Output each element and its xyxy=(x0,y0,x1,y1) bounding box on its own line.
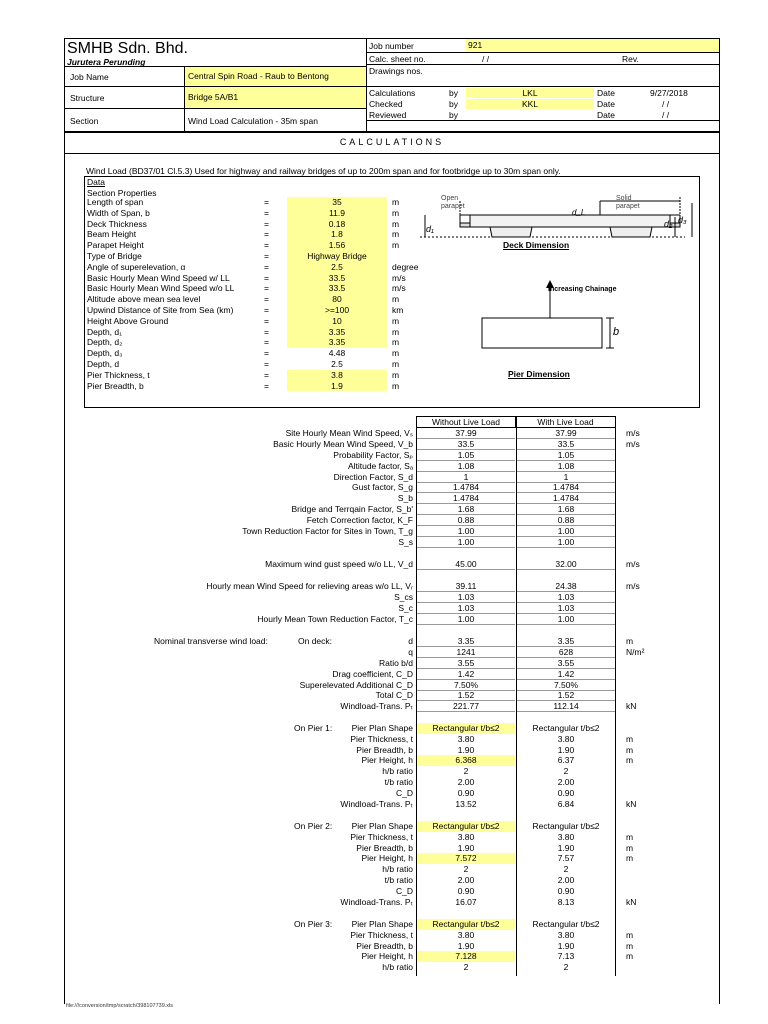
result-label: S_b xyxy=(397,493,413,503)
result-unit: m/s xyxy=(626,439,640,449)
calculations-banner: CALCULATIONS xyxy=(339,137,445,147)
checked-by-value: KKL xyxy=(466,99,594,109)
pier-row-label: h/b ratio xyxy=(382,864,413,875)
property-unit: m xyxy=(392,337,400,348)
result-with-ll: 1.08 xyxy=(517,461,615,472)
job-name-label: Job Name xyxy=(70,72,109,82)
pier-without-ll: 16.07 xyxy=(455,896,477,907)
property-unit: degree xyxy=(392,261,419,272)
property-label: Depth, d₃ xyxy=(87,348,123,359)
result-label: Hourly Mean Town Reduction Factor, T_c xyxy=(257,614,413,624)
property-unit: m xyxy=(392,348,400,359)
property-value: 11.9 xyxy=(287,208,387,219)
pier-without-ll: 2.00 xyxy=(457,777,475,787)
property-label: Parapet Height xyxy=(87,240,144,251)
result-with-ll: 1.03 xyxy=(517,592,615,603)
pier-without-ll: 0.90 xyxy=(457,885,475,896)
pier-row-label: Pier Plan Shape xyxy=(351,919,413,929)
pier-unit: m xyxy=(626,929,634,940)
pier-without-ll: 2 xyxy=(463,766,469,777)
calculations-label: Calculations xyxy=(369,88,416,98)
pier-with-ll: 8.13 xyxy=(557,896,575,907)
result-with-ll: 0.88 xyxy=(517,515,615,526)
pier-unit: m xyxy=(626,842,634,853)
property-value: 1.8 xyxy=(287,229,387,240)
pier-unit: m xyxy=(626,744,634,755)
property-label: Depth, d₁ xyxy=(87,326,123,337)
result-without-ll: 221.77 xyxy=(417,701,515,712)
property-eq: = xyxy=(264,229,269,240)
pier-unit: m xyxy=(626,853,634,864)
result-without-ll: 1.08 xyxy=(417,461,515,472)
result-with-ll: 1.42 xyxy=(517,669,615,680)
result-with-ll: 3.35 xyxy=(517,636,615,647)
property-eq: = xyxy=(264,218,269,229)
pier-name: On Pier 2: xyxy=(294,821,333,831)
header-with-live-load: With Live Load xyxy=(516,416,616,428)
property-unit: m xyxy=(392,240,400,251)
property-label: Basic Hourly Mean Wind Speed w/ LL xyxy=(87,272,230,283)
pier-without-ll: 6.368 xyxy=(417,755,515,766)
result-with-ll: 37.99 xyxy=(517,428,615,439)
property-unit: m xyxy=(392,326,400,337)
result-with-ll: 628 xyxy=(517,647,615,658)
result-with-ll: 3.55 xyxy=(517,658,615,669)
result-unit: N/m² xyxy=(626,647,645,657)
calc-by-value: LKL xyxy=(466,88,594,98)
company-name: SMHB Sdn. Bhd. xyxy=(67,40,188,57)
property-eq: = xyxy=(264,207,269,218)
property-unit: m xyxy=(392,315,400,326)
pier-row-label: Pier Height, h xyxy=(361,755,413,766)
pier-row-label: Pier Thickness, t xyxy=(350,929,413,940)
structure-value: Bridge 5A/B1 xyxy=(185,87,365,107)
result-label: S_s xyxy=(398,537,413,547)
job-number-label: Job number xyxy=(369,41,414,51)
property-unit: m/s xyxy=(392,272,406,283)
property-unit: m xyxy=(392,229,400,240)
calc-sheet-value: / / xyxy=(482,54,490,64)
result-without-ll: 1.42 xyxy=(417,669,515,680)
property-unit: m xyxy=(392,294,400,305)
result-label: Fetch Correction factor, K_F xyxy=(306,515,413,525)
pier-with-ll: Rectangular t/b≤2 xyxy=(532,821,600,831)
dl-label: d_L xyxy=(572,208,586,217)
result-label: Bridge and Terrqain Factor, S_b' xyxy=(291,504,413,514)
result-label: Site Hourly Mean Wind Speed, Vₛ xyxy=(285,428,413,438)
job-number-value: 921 xyxy=(466,39,719,51)
result-without-ll: 1.05 xyxy=(417,450,515,461)
property-value: 10 xyxy=(287,316,387,327)
result-label: Superelevated Additional C_D xyxy=(299,680,413,690)
property-eq: = xyxy=(264,369,269,380)
result-label: Ratio b/d xyxy=(378,658,413,668)
date-label-2: Date xyxy=(597,99,615,109)
property-eq: = xyxy=(264,380,269,391)
pier-row-label: t/b ratio xyxy=(384,777,413,787)
result-unit: kN xyxy=(626,701,637,711)
pier-without-ll: 13.52 xyxy=(455,798,477,809)
property-eq: = xyxy=(264,240,269,251)
result-without-ll: 1.4784 xyxy=(417,482,515,493)
property-value: 33.5 xyxy=(287,273,387,284)
pier-row-label: C_D xyxy=(395,885,413,896)
result-without-ll: 1.00 xyxy=(417,614,515,625)
property-label: Pier Breadth, b xyxy=(87,380,144,391)
result-without-ll: 1.68 xyxy=(417,504,515,515)
pier-with-ll: 2.00 xyxy=(557,875,575,885)
pier-with-ll: 2.00 xyxy=(557,777,575,787)
d2-label: d₂ xyxy=(664,219,673,229)
result-with-ll: 1.68 xyxy=(517,504,615,515)
property-label: Deck Thickness xyxy=(87,218,147,229)
property-label: Upwind Distance of Site from Sea (km) xyxy=(87,305,234,315)
result-with-ll: 24.38 xyxy=(517,581,615,592)
pier-dimension-caption: Pier Dimension xyxy=(508,369,570,379)
pier-with-ll: Rectangular t/b≤2 xyxy=(532,723,600,733)
checked-date-value: / / xyxy=(662,99,670,109)
pier-row-label: Pier Breadth, b xyxy=(356,940,413,951)
property-eq: = xyxy=(264,251,269,261)
pier-with-ll: 3.80 xyxy=(557,831,575,842)
property-value: 3.8 xyxy=(287,370,387,381)
pier-row-label: Pier Breadth, b xyxy=(356,744,413,755)
result-label: Gust factor, S_g xyxy=(352,482,413,492)
pier-row-label: Windload-Trans. Pₜ xyxy=(340,896,413,907)
result-without-ll: 0.88 xyxy=(417,515,515,526)
calc-date-value: 9/27/2018 xyxy=(650,88,688,98)
footer-path: file:///conversion/tmp/scratch/398107739.xls xyxy=(66,1003,174,1009)
pier-with-ll: Rectangular t/b≤2 xyxy=(532,919,600,929)
property-label: Altitude above mean sea level xyxy=(87,294,201,305)
result-with-ll: 1 xyxy=(517,472,615,483)
property-label: Type of Bridge xyxy=(87,251,142,261)
pier-without-ll: 2.00 xyxy=(457,875,475,885)
property-unit: m xyxy=(392,207,400,218)
pier-without-ll: 2 xyxy=(463,864,469,875)
pier-row-label: Pier Plan Shape xyxy=(351,723,413,733)
result-with-ll: 32.00 xyxy=(517,559,615,570)
pier-without-ll: 7.572 xyxy=(417,853,515,864)
pier-row-label: t/b ratio xyxy=(384,875,413,885)
property-unit: m xyxy=(392,369,400,380)
result-with-ll: 1.03 xyxy=(517,603,615,614)
pier-with-ll: 6.37 xyxy=(557,755,575,766)
result-label: Altitude factor, Sₐ xyxy=(347,461,413,471)
pier-with-ll: 7.13 xyxy=(557,951,575,962)
property-value: 80 xyxy=(287,294,387,305)
pier-with-ll: 6.84 xyxy=(557,798,575,809)
pier-without-ll: Rectangular t/b≤2 xyxy=(417,919,515,930)
property-eq: = xyxy=(264,305,269,315)
pier-without-ll: 3.80 xyxy=(457,831,475,842)
result-unit: m/s xyxy=(626,559,640,569)
property-value: 3.35 xyxy=(287,337,387,348)
company-subtitle: Jurutera Perunding xyxy=(67,57,146,67)
solid-parapet-label: Solid parapet xyxy=(616,195,640,210)
result-with-ll: 1.4784 xyxy=(517,493,615,504)
result-with-ll: 33.5 xyxy=(517,439,615,450)
result-label: S_c xyxy=(398,603,413,613)
result-without-ll: 3.35 xyxy=(417,636,515,647)
pier-without-ll: Rectangular t/b≤2 xyxy=(417,723,515,734)
reviewed-label: Reviewed xyxy=(369,110,407,120)
header-without-live-load: Without Live Load xyxy=(416,416,516,428)
result-without-ll: 1.4784 xyxy=(417,493,515,504)
property-value: 0.18 xyxy=(287,219,387,230)
property-eq: = xyxy=(264,337,269,348)
structure-label: Structure xyxy=(70,93,105,103)
result-label: q xyxy=(408,647,413,657)
result-without-ll: 39.11 xyxy=(417,581,515,592)
pier-with-ll: 0.90 xyxy=(557,787,575,798)
property-unit: m/s xyxy=(392,283,406,294)
result-without-ll: 1.03 xyxy=(417,592,515,603)
pier-row-label: h/b ratio xyxy=(382,766,413,777)
property-value: 2.5 xyxy=(331,359,343,369)
property-eq: = xyxy=(264,261,269,272)
reviewed-date-value: / / xyxy=(662,110,670,120)
drawings-label: Drawings nos. xyxy=(369,66,423,76)
result-unit: m/s xyxy=(626,581,640,591)
result-label: Town Reduction Factor for Sites in Town, T_g xyxy=(242,526,413,536)
result-label: Direction Factor, S_d xyxy=(333,472,413,482)
result-label: Maximum wind gust speed w/o LL, V_d xyxy=(265,559,413,569)
property-unit: m xyxy=(392,218,400,229)
property-label: Basic Hourly Mean Wind Speed w/o LL xyxy=(87,283,235,294)
property-value: 3.35 xyxy=(287,327,387,338)
result-without-ll: 1241 xyxy=(417,647,515,658)
result-without-ll: 1.00 xyxy=(417,537,515,548)
result-label: Windload-Trans. Pₜ xyxy=(340,701,413,711)
pier-without-ll: Rectangular t/b≤2 xyxy=(417,821,515,832)
pier-with-ll: 3.80 xyxy=(557,929,575,940)
property-value: 1.56 xyxy=(287,240,387,251)
pier-unit: kN xyxy=(626,798,637,809)
pier-with-ll: 2 xyxy=(563,962,569,973)
result-without-ll: 1.00 xyxy=(417,526,515,537)
pier-with-ll: 1.90 xyxy=(557,940,575,951)
pier-unit: m xyxy=(626,831,634,842)
pier-row-label: Pier Plan Shape xyxy=(351,821,413,831)
result-label: Basic Hourly Mean Wind Speed, V_b xyxy=(273,439,413,449)
pier-with-ll: 2 xyxy=(563,766,569,777)
result-with-ll: 1.00 xyxy=(517,614,615,625)
pier-unit: m xyxy=(626,940,634,951)
checked-label: Checked xyxy=(369,99,403,109)
d1-label: d₁ xyxy=(426,224,434,234)
result-with-ll: 112.14 xyxy=(517,701,615,712)
nominal-label: Nominal transverse wind load: xyxy=(154,636,268,646)
property-eq: = xyxy=(264,315,269,326)
result-with-ll: 1.4784 xyxy=(517,482,615,493)
property-unit: m xyxy=(392,197,400,207)
deck-dimension-caption: Deck Dimension xyxy=(503,240,570,250)
result-label: Probability Factor, Sₚ xyxy=(333,450,413,460)
pier-row-label: Pier Thickness, t xyxy=(350,831,413,842)
property-value: 1.9 xyxy=(287,381,387,392)
property-unit: m xyxy=(392,359,400,369)
pier-without-ll: 7.128 xyxy=(417,951,515,962)
rev-label: Rev. xyxy=(622,54,639,64)
pier-without-ll: 1.90 xyxy=(457,842,475,853)
result-with-ll: 1.05 xyxy=(517,450,615,461)
result-with-ll: 1.00 xyxy=(517,537,615,548)
pier-row-label: Pier Thickness, t xyxy=(350,733,413,744)
data-heading: Data xyxy=(87,177,105,187)
result-without-ll: 3.55 xyxy=(417,658,515,669)
property-value: >=100 xyxy=(287,305,387,316)
result-without-ll: 37.99 xyxy=(417,428,515,439)
pier-unit: kN xyxy=(626,896,637,907)
result-label: Hourly mean Wind Speed for relieving areas w/o LL, Vᵣ xyxy=(206,581,413,591)
pier-without-ll: 0.90 xyxy=(457,787,475,798)
result-with-ll: 1.52 xyxy=(517,690,615,701)
property-eq: = xyxy=(264,326,269,337)
by-label-3: by xyxy=(449,110,458,120)
date-label-1: Date xyxy=(597,88,615,98)
pier-with-ll: 7.57 xyxy=(557,853,575,864)
property-label: Depth, d xyxy=(87,359,120,369)
date-label-3: Date xyxy=(597,110,615,120)
pier-b-label: b xyxy=(613,326,620,338)
property-unit: km xyxy=(392,305,404,315)
pier-without-ll: 1.90 xyxy=(457,744,475,755)
property-value: 35 xyxy=(287,197,387,208)
property-value: 33.5 xyxy=(287,283,387,294)
pier-without-ll: 2 xyxy=(463,962,469,973)
by-label-2: by xyxy=(449,99,458,109)
pier-with-ll: 1.90 xyxy=(557,744,575,755)
property-label: Width of Span, b xyxy=(87,207,150,218)
property-value: Highway Bridge xyxy=(287,251,387,262)
property-eq: = xyxy=(264,359,269,369)
pier-row-label: C_D xyxy=(395,787,413,798)
property-eq: = xyxy=(264,348,269,359)
section-value: Wind Load Calculation - 35m span xyxy=(188,116,318,126)
pier-without-ll: 3.80 xyxy=(457,733,475,744)
result-unit: m xyxy=(626,636,634,646)
property-unit: m xyxy=(392,380,400,391)
property-eq: = xyxy=(264,197,269,207)
wind-load-title: Wind Load (BD37/01 Cl.5.3) Used for highway and railway bridges of up to 200m span and for footbridge up to 30m span only. xyxy=(86,166,561,176)
property-label: Beam Height xyxy=(87,229,137,240)
property-value: 2.5 xyxy=(287,262,387,273)
result-label: S_cs xyxy=(394,592,413,602)
property-eq: = xyxy=(264,294,269,305)
pier-unit: m xyxy=(626,733,634,744)
pier-row-label: Pier Height, h xyxy=(361,951,413,962)
property-label: Pier Thickness, t xyxy=(87,369,150,380)
pier-row-label: Pier Breadth, b xyxy=(356,842,413,853)
result-label: Total C_D xyxy=(375,690,413,700)
result-with-ll: 1.00 xyxy=(517,526,615,537)
pier-with-ll: 3.80 xyxy=(557,733,575,744)
property-label: Length of span xyxy=(87,197,144,207)
property-value: 4.48 xyxy=(328,348,346,359)
pier-without-ll: 1.90 xyxy=(457,940,475,951)
pier-with-ll: 2 xyxy=(563,864,569,875)
section-label: Section xyxy=(70,116,99,126)
result-without-ll: 7.50% xyxy=(417,680,515,691)
on-deck-label: On deck: xyxy=(298,636,333,646)
pier-name: On Pier 1: xyxy=(294,723,333,733)
pier-unit: m xyxy=(626,755,634,766)
increasing-chainage-label: Increasing Chainage xyxy=(548,286,617,293)
result-without-ll: 1.52 xyxy=(417,690,515,701)
job-name-value: Central Spin Road - Raub to Bentong xyxy=(185,67,365,85)
pier-row-label: Windload-Trans. Pₜ xyxy=(340,798,413,809)
pier-without-ll: 3.80 xyxy=(457,929,475,940)
result-with-ll: 7.50% xyxy=(517,680,615,691)
result-without-ll: 1 xyxy=(417,472,515,483)
open-parapet-label: Open parapet xyxy=(441,195,465,210)
result-without-ll: 1.03 xyxy=(417,603,515,614)
property-eq: = xyxy=(264,283,269,294)
pier-with-ll: 1.90 xyxy=(557,842,575,853)
d3-label: d₃ xyxy=(678,215,687,225)
calc-sheet-label: Calc. sheet no. xyxy=(369,54,426,64)
result-without-ll: 45.00 xyxy=(417,559,515,570)
property-eq: = xyxy=(264,272,269,283)
pier-with-ll: 0.90 xyxy=(557,885,575,896)
property-label: Angle of superelevation, α xyxy=(87,261,186,272)
result-label: d xyxy=(408,636,413,646)
pier-unit: m xyxy=(626,951,634,962)
section-properties-heading: Section Properties xyxy=(87,188,157,198)
pier-row-label: h/b ratio xyxy=(382,962,413,973)
by-label-1: by xyxy=(449,88,458,98)
result-without-ll: 33.5 xyxy=(417,439,515,450)
property-label: Depth, d₂ xyxy=(87,337,123,348)
pier-name: On Pier 3: xyxy=(294,919,333,929)
property-label: Height Above Ground xyxy=(87,315,169,326)
result-label: Drag coefficient, C_D xyxy=(332,669,413,679)
result-unit: m/s xyxy=(626,428,640,438)
pier-row-label: Pier Height, h xyxy=(361,853,413,864)
